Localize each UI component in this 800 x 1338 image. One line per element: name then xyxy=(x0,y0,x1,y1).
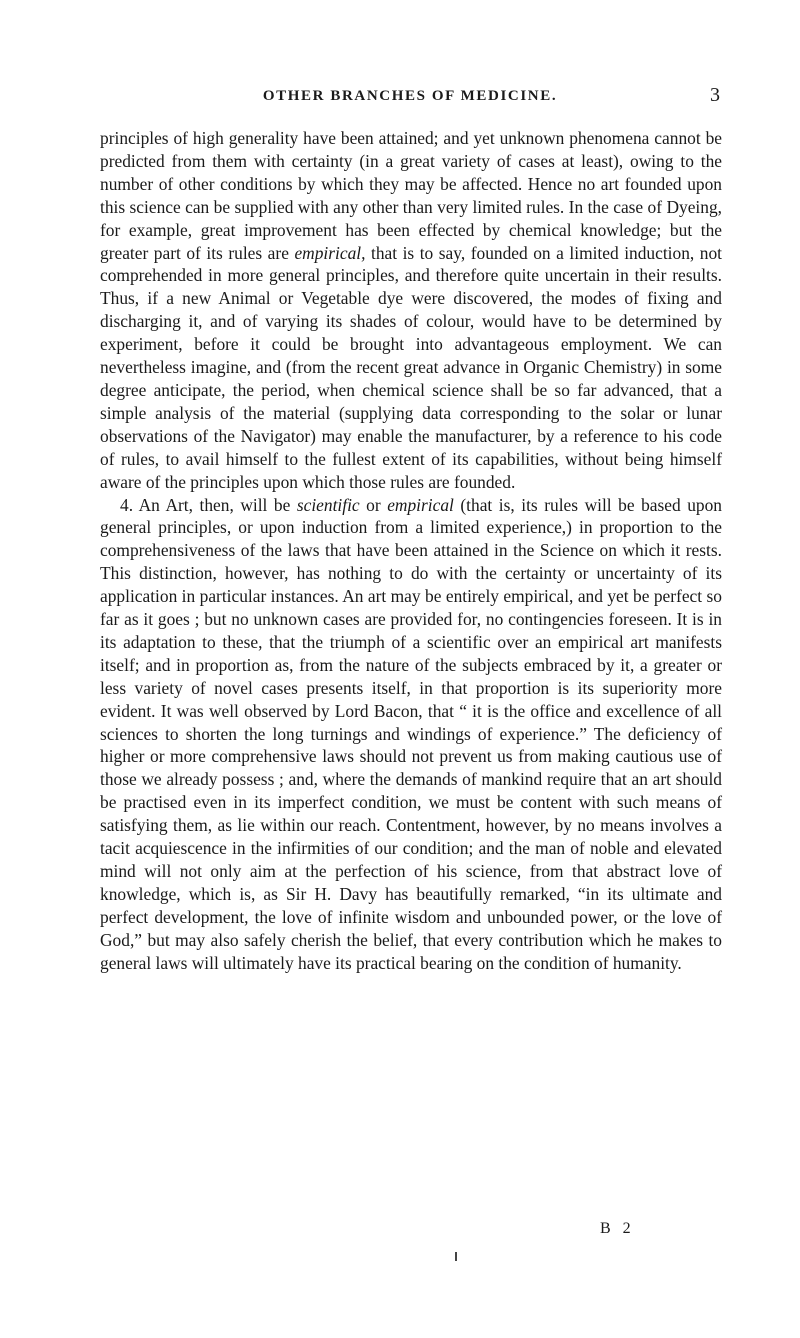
paragraph-continued xyxy=(100,127,722,494)
print-speck xyxy=(455,1252,457,1261)
italic-term-scientific: scientific xyxy=(296,494,360,515)
paragraph-section-4 xyxy=(100,494,722,975)
body-text xyxy=(100,127,722,975)
text-run: principles of high generality have been attained; and yet unknown phenomena cannot be predicted from them with certainty (in a great variety of cases at least), owing to the number of other conditions by which they may be affected. Hence no art founded upon this science can be supplied with any other than very limited rules. In the case of Dyeing, for example, great improvement has been effected by chemical knowledge; but the greater part of its rules are xyxy=(100,128,722,263)
text-run: 4. An Art, then, will be xyxy=(120,494,297,515)
running-head xyxy=(100,84,720,112)
text-run: (that is, its rules will be based upon general principles, or upon induction from a limited experience,) in proportion to the comprehensiveness of the laws that have been attained in the Science on which it rests. This distinction, however, has nothing to do with the certainty or uncertainty of its application in particular instances. An art may be entirely empirical, and yet be perfect so far as it goes ; but no unknown cases are provided for, no contingencies foreseen. It is in its adaptation to these, that the triumph of a scientific over an empirical art manifests itself; and in proportion as, from the nature of the subjects embraced by it, a greater or less variety of novel cases presents itself, in that proportion is its superiority more evident. It was well observed by Lord Bacon, that “ it is the office and excellence of all sciences to shorten the long turnings and windings of experience.” The deficiency of higher or more comprehensive laws should not prevent us from making cautious use of those we already possess ; and, where the demands of mankind require that an art should be practised even in its imperfect condition, we must be content with such means of satisfying them, as lie within our reach. Contentment, however, by no means involves a tacit acquiescence in the infirmities of our condition; and the man of noble and elevated mind will not only aim at the perfection of his science, from that abstract love of knowledge, which is, as Sir H. Davy has beautifully remarked, “in its ultimate and perfect development, the love of infinite wisdom and unbounded power, or the love of God,” but may also safely cherish the belief, that every contribution which he makes to general laws will ultimately have its practical bearing on the condition of humanity. xyxy=(100,494,723,973)
text-run: that is to say, founded on a limited induction, not comprehended in more general principles, and therefore quite uncertain in their results. Thus, if a new Animal or Vegetable dye were discovered, the modes of fixing and discharging it, and of varying its shades of colour, would have to be determined by experiment, before it could be brought into advantageous employment. We can nevertheless imagine, and (from the recent great advance in Organic Chemistry) in some degree anticipate, the period, when chemical science shall be so far advanced, that a simple analysis of the material (supplying data corresponding to the solar or lunar observations of the Navigator) may enable the manufacturer, by a reference to his code of rules, to avail himself to the fullest extent of its capabilities, without being himself aware of the principles upon which those rules are founded. xyxy=(100,242,722,492)
text-run: or xyxy=(359,494,388,515)
italic-term-empirical: empirical, xyxy=(294,242,366,263)
page-number: 3 xyxy=(710,84,720,106)
signature-mark: B 2 xyxy=(600,1220,635,1237)
italic-term-empirical: empirical xyxy=(387,494,454,515)
running-title: OTHER BRANCHES OF MEDICINE. xyxy=(262,88,558,104)
